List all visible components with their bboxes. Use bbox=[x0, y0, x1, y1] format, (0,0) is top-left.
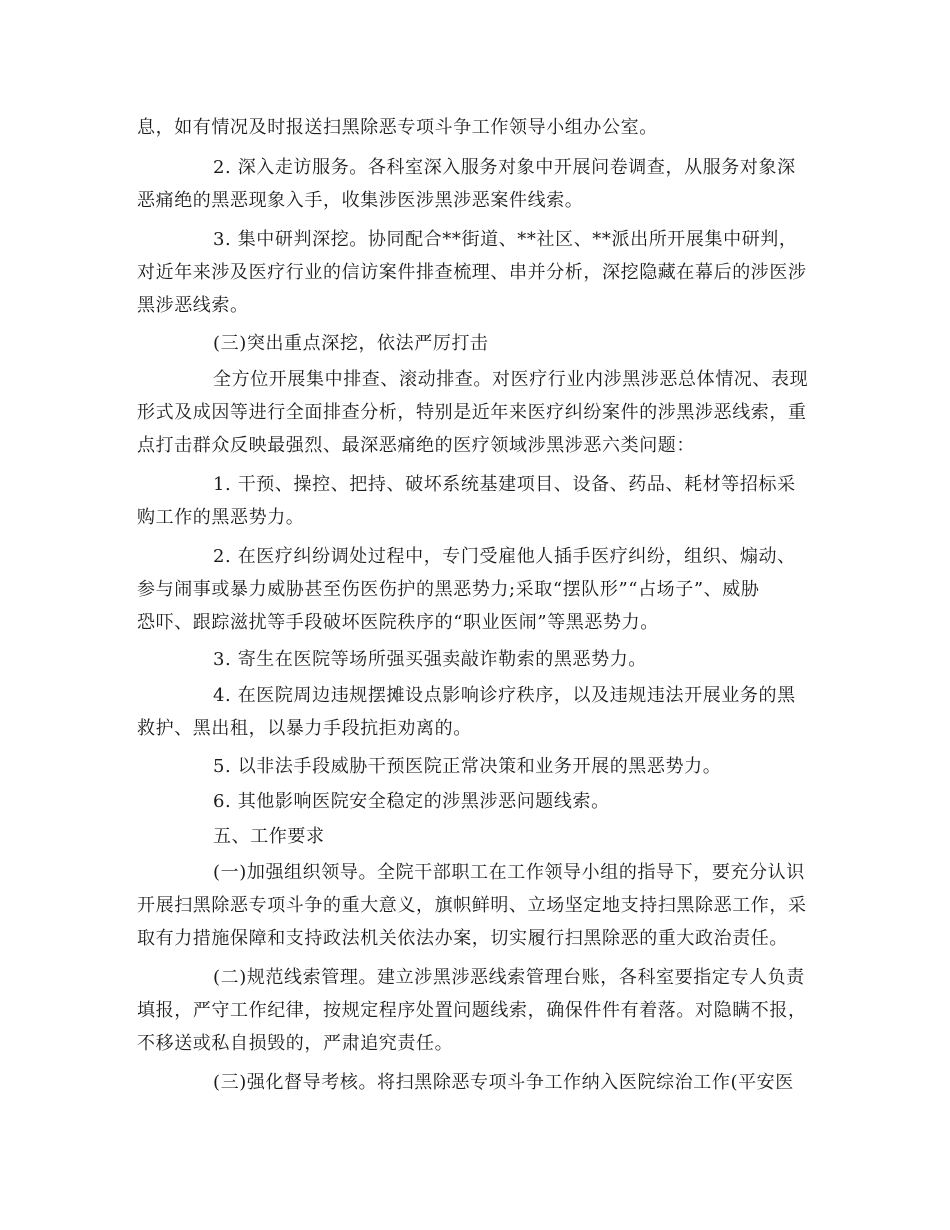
text-line: 恐吓、跟踪滋扰等手段破坏医院秩序的“职业医闹”等黑恶势力。 bbox=[137, 612, 659, 633]
text-line: 黑涉恶线索。 bbox=[137, 295, 249, 316]
text-line: 不移送或私自损毁的，严肃追究责任。 bbox=[137, 1033, 454, 1054]
text-line: 2. 在医疗纠纷调处过程中，专门受雇他人插手医疗纠纷，组织、煽动、 bbox=[213, 546, 796, 567]
text-line: 开展扫黑除恶专项斗争的重大意义，旗帜鲜明、立场坚定地支持扫黑除恶工作，采 bbox=[137, 895, 807, 916]
text-line: 取有力措施保障和支持政法机关依法办案，切实履行扫黑除恶的重大政治责任。 bbox=[137, 928, 788, 949]
text-line: 全方位开展集中排查、滚动排查。对医疗行业内涉黑涉恶总体情况、表现 bbox=[213, 369, 809, 390]
text-line: 对近年来涉及医疗行业的信访案件排查梳理、串并分析，深挖隐藏在幕后的涉医涉 bbox=[137, 262, 807, 283]
section-heading: (三)突出重点深挖，依法严厉打击 bbox=[213, 333, 489, 354]
text-line: 恶痛绝的黑恶现象入手，收集涉医涉黑涉恶案件线索。 bbox=[137, 190, 584, 211]
text-line: (一)加强组织领导。全院干部职工在工作领导小组的指导下，要充分认识 bbox=[213, 862, 805, 883]
text-line: 填报，严守工作纪律，按规定程序处置问题线索，确保件件有着落。对隐瞒不报， bbox=[137, 1000, 807, 1021]
section-heading: 五、工作要求 bbox=[213, 826, 325, 847]
text-line: 息，如有情况及时报送扫黑除恶专项斗争工作领导小组办公室。 bbox=[137, 117, 658, 138]
text-line: 3. 集中研判深挖。协同配合**街道、**社区、**派出所开展集中研判， bbox=[213, 229, 798, 250]
text-line: 参与闹事或暴力威胁甚至伤医伤护的黑恶势力;采取“摆队形”“占场子”、威胁 bbox=[137, 579, 760, 600]
text-line: 2. 深入走访服务。各科室深入服务对象中开展问卷调查，从服务对象深 bbox=[213, 157, 796, 178]
text-line: (三)强化督导考核。将扫黑除恶专项斗争工作纳入医院综治工作(平安医 bbox=[213, 1072, 794, 1093]
text-line: 点打击群众反映最强烈、最深恶痛绝的医疗领域涉黑涉恶六类问题： bbox=[137, 435, 695, 456]
text-line: (二)规范线索管理。建立涉黑涉恶线索管理台账，各科室要指定专人负责 bbox=[213, 967, 805, 988]
text-line: 形式及成因等进行全面排查分析，特别是近年来医疗纠纷案件的涉黑涉恶线索，重 bbox=[137, 402, 807, 423]
text-line: 救护、黑出租，以暴力手段抗拒劝离的。 bbox=[137, 718, 472, 739]
text-line: 购工作的黑恶势力。 bbox=[137, 507, 305, 528]
text-line: 1. 干预、操控、把持、破坏系统基建项目、设备、药品、耗材等招标采 bbox=[213, 474, 796, 495]
text-line: 5. 以非法手段威胁干预医院正常决策和业务开展的黑恶势力。 bbox=[213, 756, 722, 777]
text-line: 4. 在医院周边违规摆摊设点影响诊疗秩序，以及违规违法开展业务的黑 bbox=[213, 685, 796, 706]
text-line: 6. 其他影响医院安全稳定的涉黑涉恶问题线索。 bbox=[213, 791, 610, 812]
text-line: 3. 寄生在医院等场所强买强卖敲诈勒索的黑恶势力。 bbox=[213, 649, 647, 670]
